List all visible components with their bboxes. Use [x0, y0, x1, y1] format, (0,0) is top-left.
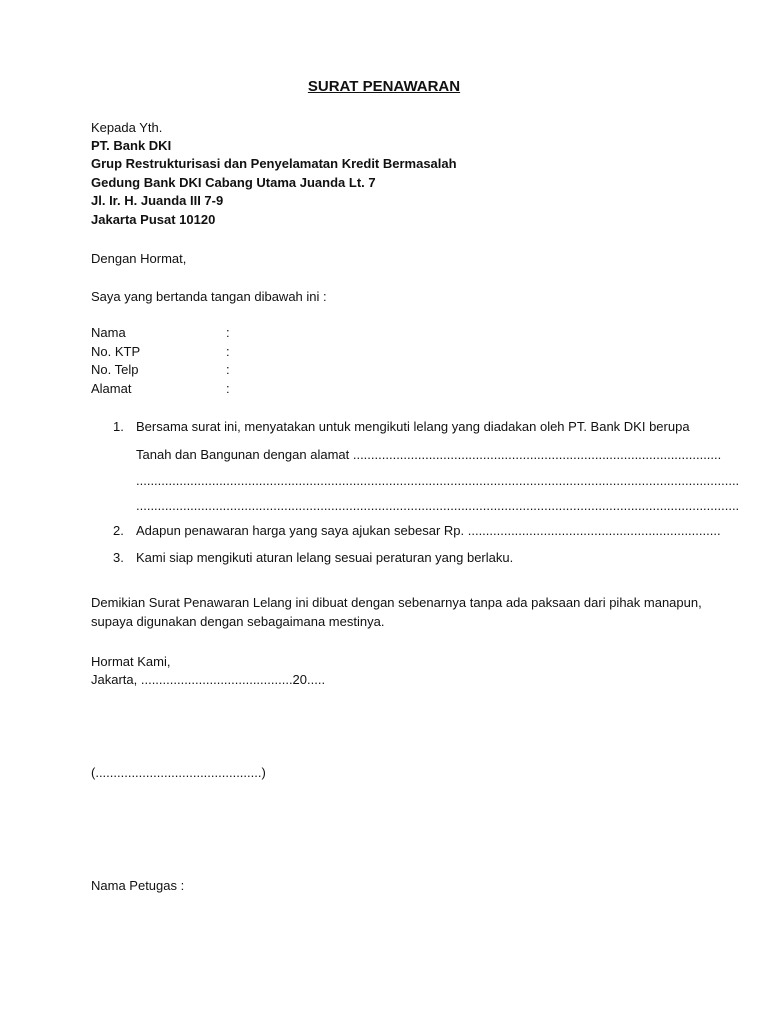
item-1-line-1: Bersama surat ini, menyatakan untuk mengikuti lelang yang diadakan oleh PT. Bank DKI berupa: [136, 419, 690, 434]
signature-line: (..............................................): [91, 765, 266, 780]
item-1-line-4: .......................................................................................................................................................................: [136, 498, 740, 513]
field-sep-telp: :: [226, 362, 230, 377]
field-label-nama: Nama: [91, 325, 126, 340]
field-label-alamat: Alamat: [91, 381, 132, 396]
recipient-line-city: Jakarta Pusat 10120: [91, 212, 216, 227]
item-2-number: 2.: [113, 523, 124, 538]
recipient-line-building: Gedung Bank DKI Cabang Utama Juanda Lt. 7: [91, 175, 376, 190]
officer-label: Nama Petugas :: [91, 878, 185, 893]
field-sep-ktp: :: [226, 344, 230, 359]
field-sep-nama: :: [226, 325, 230, 340]
item-3-line-1: Kami siap mengikuti aturan lelang sesuai peraturan yang berlaku.: [136, 550, 514, 565]
field-label-telp: No. Telp: [91, 362, 139, 377]
field-sep-alamat: :: [226, 381, 230, 396]
greeting: Dengan Hormat,: [91, 251, 187, 266]
recipient-line-street: Jl. Ir. H. Juanda III 7-9: [91, 193, 224, 208]
recipient-line-group: Grup Restrukturisasi dan Penyelamatan Kredit Bermasalah: [91, 156, 457, 171]
item-3-number: 3.: [113, 550, 124, 565]
field-label-ktp: No. KTP: [91, 344, 141, 359]
regards: Hormat Kami,: [91, 654, 171, 669]
intro-text: Saya yang bertanda tangan dibawah ini :: [91, 289, 327, 304]
recipient-salutation: Kepada Yth.: [91, 120, 163, 135]
item-1-number: 1.: [113, 419, 124, 434]
closing-line-2: supaya digunakan dengan sebagaimana mestinya.: [91, 614, 385, 629]
recipient-line-bank: PT. Bank DKI: [91, 138, 172, 153]
document-title: [0, 77, 768, 97]
item-1-line-3: .......................................................................................................................................................................: [136, 473, 740, 488]
place-date: Jakarta, ..........................................20.....: [91, 672, 326, 687]
item-1-line-2: Tanah dan Bangunan dengan alamat ......................................................................................................: [136, 447, 722, 462]
item-2-line-1: Adapun penawaran harga yang saya ajukan sebesar Rp. ......................................................................: [136, 523, 721, 538]
document-title-text: SURAT PENAWARAN: [307, 78, 461, 95]
closing-line-1: Demikian Surat Penawaran Lelang ini dibuat dengan sebenarnya tanpa ada paksaan dari pihak manapun,: [91, 595, 702, 610]
